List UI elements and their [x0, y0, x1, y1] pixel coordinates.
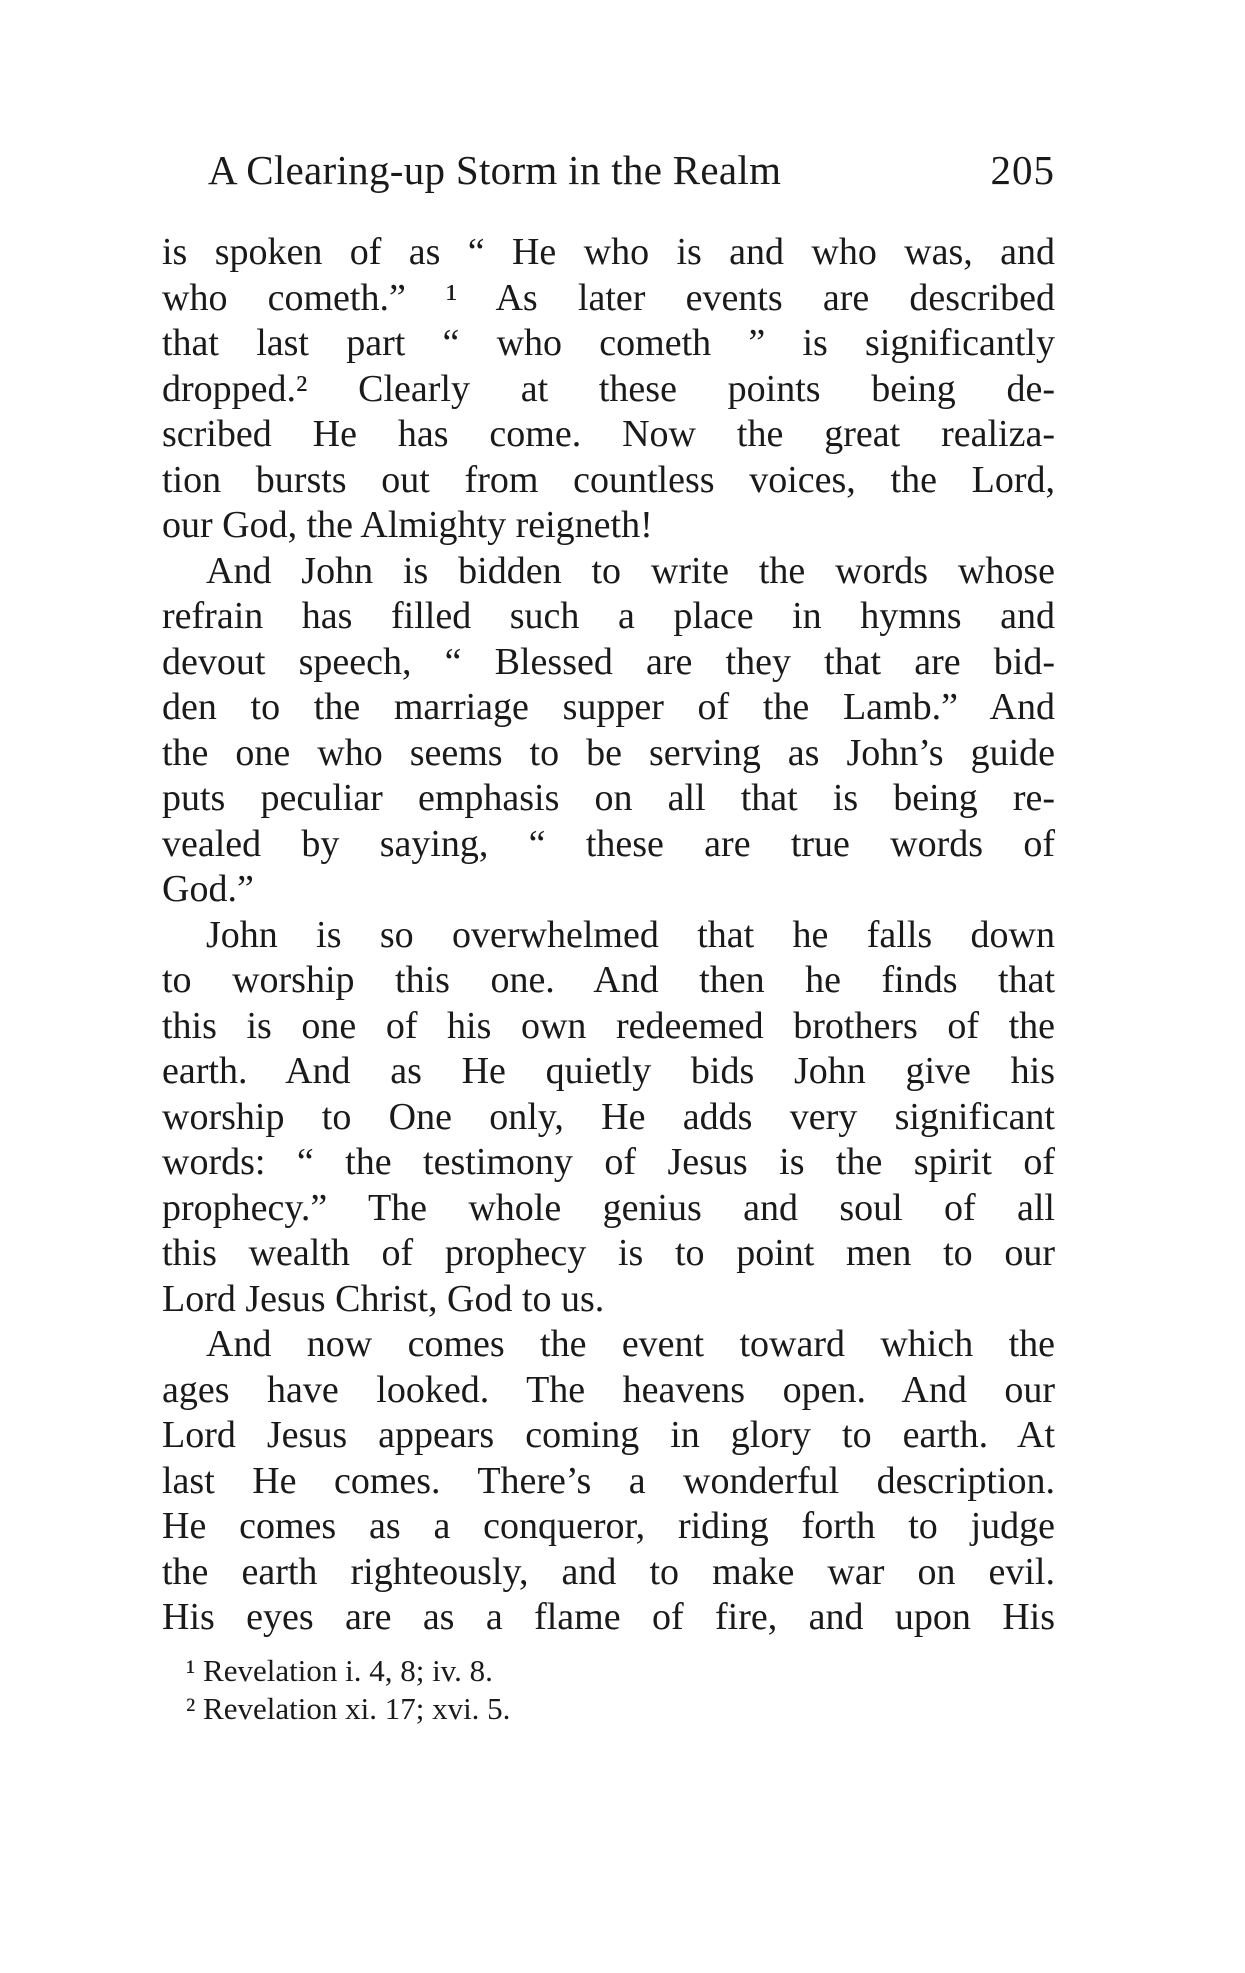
- text-line: devout speech, “ Blessed are they that are bid-: [162, 640, 1055, 683]
- text-line: John is so overwhelmed that he falls down: [206, 913, 1055, 956]
- text-line: He comes as a conqueror, riding forth to judge: [162, 1505, 1055, 1547]
- text-line: the one who seems to be serving as John’s guide: [162, 731, 1055, 774]
- text-line: this is one of his own redeemed brothers of the: [162, 1004, 1055, 1047]
- text-line: Lord Jesus appears coming in glory to earth. At: [162, 1414, 1055, 1456]
- text-line: to worship this one. And then he finds that: [162, 959, 1055, 1001]
- text-line: vealed by saying, “ these are true words of: [162, 822, 1055, 865]
- text-line: the earth righteously, and to make war on evil.: [162, 1550, 1055, 1593]
- text-line: And now comes the event toward which the: [206, 1323, 1055, 1365]
- footnote: ² Revelation xi. 17; xvi. 5.: [186, 1691, 511, 1726]
- text-line: God.”: [162, 868, 254, 910]
- text-line: that last part “ who cometh ” is significantly: [162, 322, 1055, 364]
- body-text: [162, 230, 1055, 1641]
- text-line: worship to One only, He adds very significant: [162, 1095, 1055, 1138]
- text-line: puts peculiar emphasis on all that is being re-: [162, 777, 1055, 819]
- text-line: ages have looked. The heavens open. And our: [162, 1368, 1055, 1411]
- footnote: ¹ Revelation i. 4, 8; iv. 8.: [186, 1653, 493, 1688]
- text-line: refrain has filled such a place in hymns and: [162, 595, 1055, 637]
- text-line: is spoken of as “ He who is and who was, and: [162, 231, 1055, 273]
- running-title: A Clearing-up Storm in the Realm: [208, 147, 782, 193]
- text-line: words: “ the testimony of Jesus is the spirit of: [162, 1141, 1055, 1183]
- text-line: tion bursts out from countless voices, the Lord,: [162, 458, 1055, 501]
- text-line: And John is bidden to write the words whose: [206, 549, 1055, 592]
- text-line: scribed He has come. Now the great realiza-: [162, 413, 1055, 455]
- text-line: His eyes are as a flame of fire, and upon His: [162, 1596, 1055, 1638]
- text-line: last He comes. There’s a wonderful description.: [162, 1459, 1055, 1502]
- footnotes: [186, 1652, 786, 1728]
- text-line: prophecy.” The whole genius and soul of all: [162, 1186, 1055, 1229]
- text-line: dropped.² Clearly at these points being de-: [162, 367, 1055, 410]
- page-number: 205: [990, 147, 1055, 193]
- text-line: this wealth of prophecy is to point men to our: [162, 1232, 1055, 1274]
- text-line: who cometh.” ¹ As later events are described: [162, 276, 1055, 319]
- page-header: [208, 140, 1055, 200]
- text-line: our God, the Almighty reigneth!: [162, 504, 653, 546]
- text-line: den to the marriage supper of the Lamb.” And: [162, 686, 1055, 728]
- text-line: Lord Jesus Christ, God to us.: [162, 1277, 605, 1320]
- text-line: earth. And as He quietly bids John give his: [162, 1050, 1055, 1092]
